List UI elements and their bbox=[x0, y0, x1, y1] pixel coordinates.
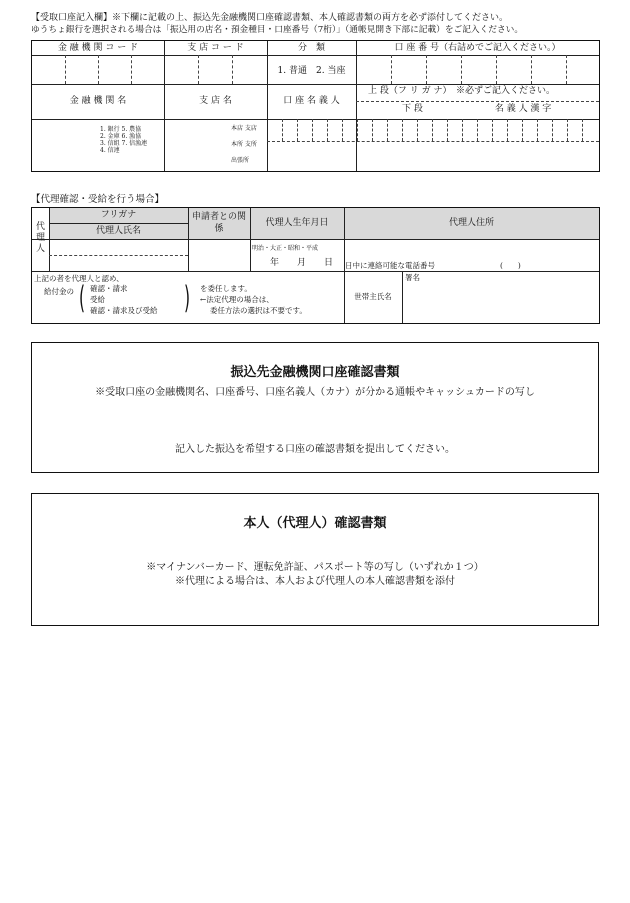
relation-label: 申請者との関係 bbox=[191, 212, 246, 234]
header-line-2: ゆうちょ銀行を選択される場合は「振込用の店名・預金種目・口座番号（7桁）」（通帳見開き下部に記載）をご記入ください。 bbox=[31, 25, 524, 35]
legal-note-1: ←法定代理の場合は、 bbox=[200, 295, 274, 304]
signature-label: 署名 bbox=[405, 273, 420, 282]
delegation-statement: 上記の者を代理人と認め、 bbox=[34, 274, 124, 283]
account-type-options[interactable]: 1. 普通 2. 当座 bbox=[277, 66, 346, 76]
col-branch-code: 支 店 コ ー ド bbox=[187, 43, 244, 53]
benefit-label: 給付金の bbox=[44, 287, 74, 296]
householder-label: 世帯主氏名 bbox=[354, 292, 392, 301]
option-confirm-claim-receive[interactable]: 確認・請求及び受給 bbox=[90, 306, 158, 315]
col-account-no: 口 座 番 号（右詰めでご記入ください。） bbox=[394, 43, 561, 53]
bank-account-table bbox=[31, 40, 600, 172]
holder-name-label: 口 座 名 義 人 bbox=[283, 96, 340, 106]
branch-kind-2[interactable]: 本所 支所 bbox=[231, 141, 257, 148]
identity-confirmation-box bbox=[31, 493, 599, 626]
col-type: 分 類 bbox=[297, 43, 325, 53]
signature-input[interactable] bbox=[403, 272, 599, 323]
birthdate-label: 代理人生年月日 bbox=[265, 218, 329, 228]
phone-paren[interactable]: ( ) bbox=[500, 261, 521, 270]
identity-confirmation-note-2: ※代理による場合は、本人および代理人の本人確認書類を添付 bbox=[175, 576, 455, 587]
relation-input[interactable] bbox=[189, 240, 250, 271]
option-confirm-claim[interactable]: 確認・請求 bbox=[90, 284, 128, 293]
era-options[interactable]: 明治・大正・昭和・平成 bbox=[252, 245, 319, 252]
address-label: 代理人住所 bbox=[448, 218, 494, 228]
agent-name-input[interactable] bbox=[49, 256, 188, 271]
holder-furigana-input[interactable] bbox=[267, 119, 599, 142]
bank-confirmation-instruction: 記入した振込を希望する口座の確認書類を提出してください。 bbox=[175, 444, 455, 455]
holder-kanji-input[interactable] bbox=[267, 141, 599, 171]
furigana-label: フリガナ bbox=[100, 210, 137, 220]
agent-furigana-input[interactable] bbox=[49, 240, 188, 255]
bank-kind-list[interactable]: 1. 銀行 5. 農協 2. 金庫 6. 漁協 3. 信組 7. 信漁連 4. 信連 bbox=[100, 126, 148, 154]
branch-name-label: 支 店 名 bbox=[199, 96, 232, 106]
agent-section-title: 【代理確認・受給を行う場合】 bbox=[31, 194, 165, 205]
agent-table: 代理人 フリガナ 代理人氏名 申請者との関係 代理人生年月日 代理人住所 明治・大正・昭和・平成 年 月 日 日中に連絡可能な電話番号 ( ) 上記の者を代理人と認め、 給付金の ( 確認・請求 受給 確認・請求及び受給 ) を委任します。 ←法定代理の場合は、 委任方法の選択は不要です。 世帯主氏名 署名 bbox=[31, 207, 600, 324]
legal-note-2: 委任方法の選択は不要です。 bbox=[210, 306, 307, 315]
option-receive[interactable]: 受給 bbox=[90, 295, 105, 304]
col-bank-code: 金 融 機 関 コ ー ド bbox=[57, 43, 139, 53]
delegate-text: を委任します。 bbox=[200, 284, 252, 293]
bank-confirmation-title: 振込先金融機関口座確認書類 bbox=[230, 365, 400, 380]
account-number-input[interactable] bbox=[356, 55, 599, 84]
bank-name-label: 金 融 機 関 名 bbox=[69, 96, 127, 106]
birthdate-ymd[interactable]: 年 月 日 bbox=[270, 258, 334, 268]
upper-row-label: 上 段（フ リ ガ ナ） ※必ずご記入ください。 bbox=[368, 86, 555, 96]
bank-confirmation-note: ※受取口座の金融機関名、口座番号、口座名義人（カナ）が分かる通帳やキャッシュカードの写し bbox=[95, 387, 535, 398]
agent-name-label: 代理人氏名 bbox=[95, 226, 141, 236]
branch-kind-3[interactable]: 出張所 bbox=[231, 157, 250, 164]
phone-label: 日中に連絡可能な電話番号 bbox=[345, 261, 435, 270]
branch-kind-1[interactable]: 本店 支店 bbox=[231, 125, 257, 132]
bank-confirmation-box bbox=[31, 342, 599, 473]
branch-code-input[interactable] bbox=[164, 55, 267, 84]
identity-confirmation-title: 本人（代理人）確認書類 bbox=[243, 516, 387, 531]
header-line-1: 【受取口座記入欄】※下欄に記載の上、振込先金融機関口座確認書類、本人確認書類の両方を必ず添付してください。 bbox=[31, 13, 509, 23]
agent-side-label: 代理人 bbox=[35, 222, 45, 254]
identity-confirmation-note-1: ※マイナンバーカード、運転免許証、パスポート等の写し（いずれか１つ） bbox=[146, 562, 484, 573]
bank-code-input[interactable] bbox=[32, 55, 164, 84]
lower-row-label: 下 段 名 義 人 漢 字 bbox=[402, 104, 552, 114]
